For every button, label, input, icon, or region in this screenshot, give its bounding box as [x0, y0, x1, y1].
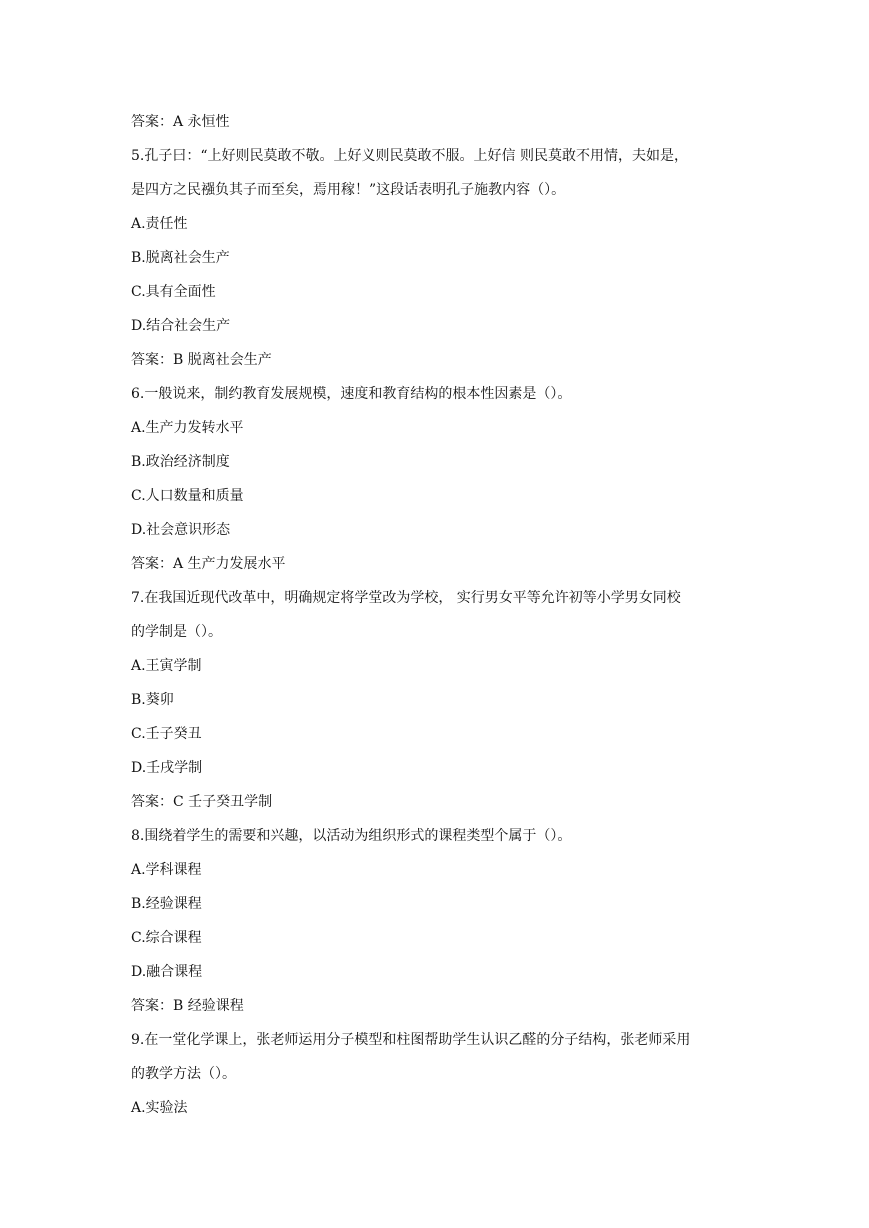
option-c: C.综合课程: [131, 930, 202, 946]
option-c: C.人口数量和质量: [131, 488, 244, 504]
option-a: A.实验法: [131, 1100, 188, 1116]
question-7-text: 7.在我国近现代改革中，明确规定将学堂改为学校， 实行男女平等允许初等小学男女同校: [131, 590, 681, 606]
question-5-text: 5.孔子曰：“上好则民莫敢不敬。上好义则民莫敢不服。上好信 则民莫敢不用情，夫如是，: [131, 148, 688, 164]
question-5-text-continued: 是四方之民襁负其子而至矣，焉用稼！”这段话表明孔子施教内容（）。: [131, 182, 566, 198]
option-b: B.脱离社会生产: [131, 250, 230, 266]
option-b: B.葵卯: [131, 692, 174, 708]
option-b: B.经验课程: [131, 896, 202, 912]
option-b: B.政治经济制度: [131, 454, 230, 470]
option-a: A.王寅学制: [131, 658, 202, 674]
question-6-text: 6.一般说来，制约教育发展规模，速度和教育结构的根本性因素是（）。: [131, 386, 572, 402]
option-d: D.结合社会生产: [131, 318, 231, 334]
answer-line: 答案：C 壬子癸丑学制: [131, 794, 273, 810]
document-body: [131, 108, 751, 1128]
option-d: D.融合课程: [131, 964, 203, 980]
option-a: A.学科课程: [131, 862, 202, 878]
answer-line: 答案：B 经验课程: [131, 998, 244, 1014]
option-d: D.社会意识形态: [131, 522, 231, 538]
option-c: C.具有全面性: [131, 284, 216, 300]
option-d: D.壬戌学制: [131, 760, 203, 776]
question-7-text-continued: 的学制是（）。: [131, 624, 222, 640]
question-9-text-continued: 的教学方法（）。: [131, 1066, 236, 1082]
option-c: C.壬子癸丑: [131, 726, 202, 742]
option-a: A.责任性: [131, 216, 188, 232]
option-a: A.生产力发转水平: [131, 420, 244, 436]
question-8-text: 8.围绕着学生的需要和兴趣，以活动为组织形式的课程类型个属于（）。: [131, 828, 572, 844]
answer-line: 答案：A 生产力发展水平: [131, 556, 286, 572]
answer-line: 答案：B 脱离社会生产: [131, 352, 272, 368]
answer-line: 答案：A 永恒性: [131, 114, 230, 130]
question-9-text: 9.在一堂化学课上，张老师运用分子模型和柱图帮助学生认识乙醛的分子结构，张老师采用: [131, 1032, 691, 1048]
